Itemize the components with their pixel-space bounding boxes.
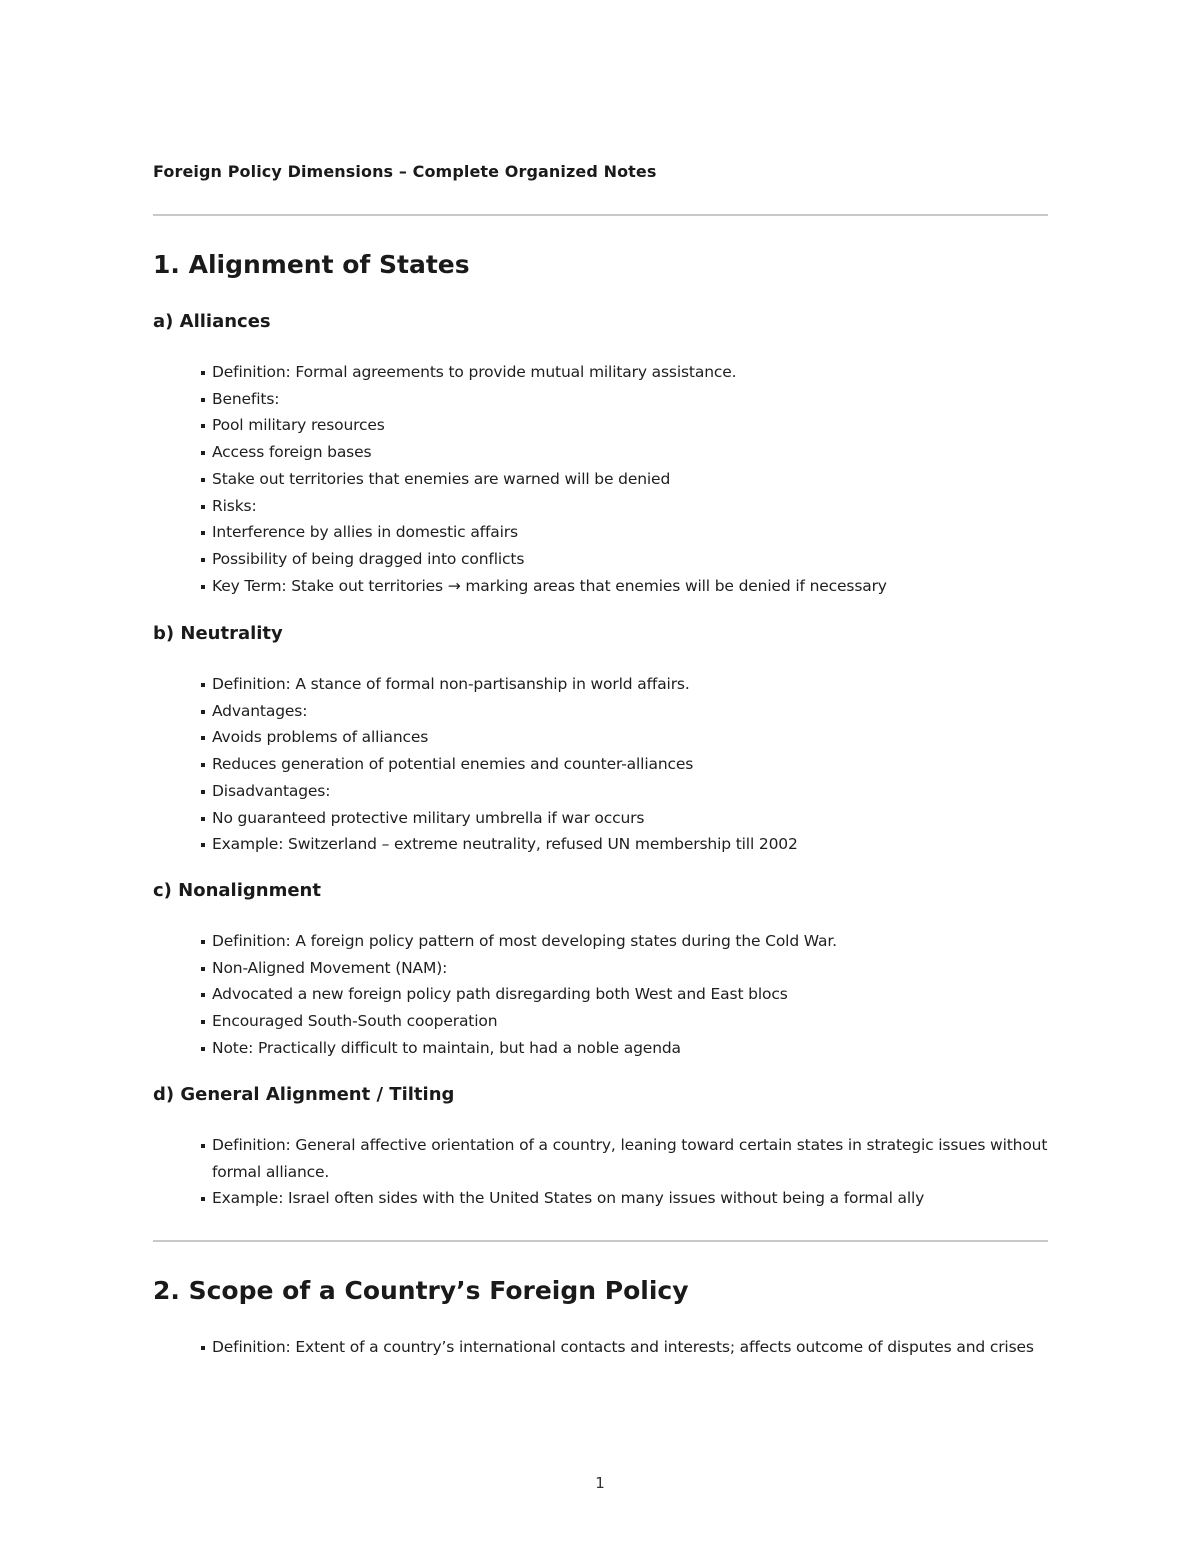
- list-item: Advantages:: [200, 698, 1048, 725]
- page-number: 1: [595, 1474, 605, 1492]
- list-item: Definition: Extent of a country’s international contacts and interests; affects outcome of disputes and crises: [200, 1334, 1048, 1361]
- subsection-heading-alliances: a) Alliances: [153, 311, 271, 332]
- list-item: Possibility of being dragged into conflicts: [200, 546, 1048, 573]
- list-item: Advocated a new foreign policy path disregarding both West and East blocs: [200, 981, 1048, 1008]
- document-title: Foreign Policy Dimensions – Complete Organized Notes: [153, 162, 657, 181]
- general-alignment-list: [200, 1132, 1048, 1212]
- list-item: Definition: A stance of formal non-partisanship in world affairs.: [200, 671, 1048, 698]
- nonalignment-list: [200, 928, 1048, 1062]
- subsection-heading-general-alignment: d) General Alignment / Tilting: [153, 1084, 455, 1105]
- neutrality-list: [200, 671, 1048, 858]
- list-item: Avoids problems of alliances: [200, 724, 1048, 751]
- section-heading-alignment: 1. Alignment of States: [153, 250, 470, 279]
- list-item: Pool military resources: [200, 412, 1048, 439]
- alliances-list: [200, 359, 1048, 599]
- list-item: Example: Israel often sides with the United States on many issues without being a formal ally: [200, 1185, 1048, 1212]
- divider: [153, 1240, 1048, 1242]
- section-heading-scope: 2. Scope of a Country’s Foreign Policy: [153, 1276, 689, 1305]
- scope-list: [200, 1334, 1048, 1361]
- list-item: Benefits:: [200, 386, 1048, 413]
- list-item: Example: Switzerland – extreme neutrality, refused UN membership till 2002: [200, 831, 1048, 858]
- list-item: Reduces generation of potential enemies and counter-alliances: [200, 751, 1048, 778]
- list-item: Interference by allies in domestic affairs: [200, 519, 1048, 546]
- subsection-heading-nonalignment: c) Nonalignment: [153, 880, 321, 901]
- list-item: Disadvantages:: [200, 778, 1048, 805]
- list-item: Definition: A foreign policy pattern of most developing states during the Cold War.: [200, 928, 1048, 955]
- list-item: No guaranteed protective military umbrella if war occurs: [200, 805, 1048, 832]
- divider: [153, 214, 1048, 216]
- list-item: Definition: General affective orientation of a country, leaning toward certain states in strategic issues without formal alliance.: [200, 1132, 1048, 1185]
- list-item: Access foreign bases: [200, 439, 1048, 466]
- list-item: Encouraged South-South cooperation: [200, 1008, 1048, 1035]
- list-item: Risks:: [200, 493, 1048, 520]
- list-item: Key Term: Stake out territories → marking areas that enemies will be denied if necessary: [200, 573, 1048, 600]
- list-item: Note: Practically difficult to maintain, but had a noble agenda: [200, 1035, 1048, 1062]
- list-item: Non-Aligned Movement (NAM):: [200, 955, 1048, 982]
- subsection-heading-neutrality: b) Neutrality: [153, 623, 283, 644]
- list-item: Stake out territories that enemies are warned will be denied: [200, 466, 1048, 493]
- list-item: Definition: Formal agreements to provide mutual military assistance.: [200, 359, 1048, 386]
